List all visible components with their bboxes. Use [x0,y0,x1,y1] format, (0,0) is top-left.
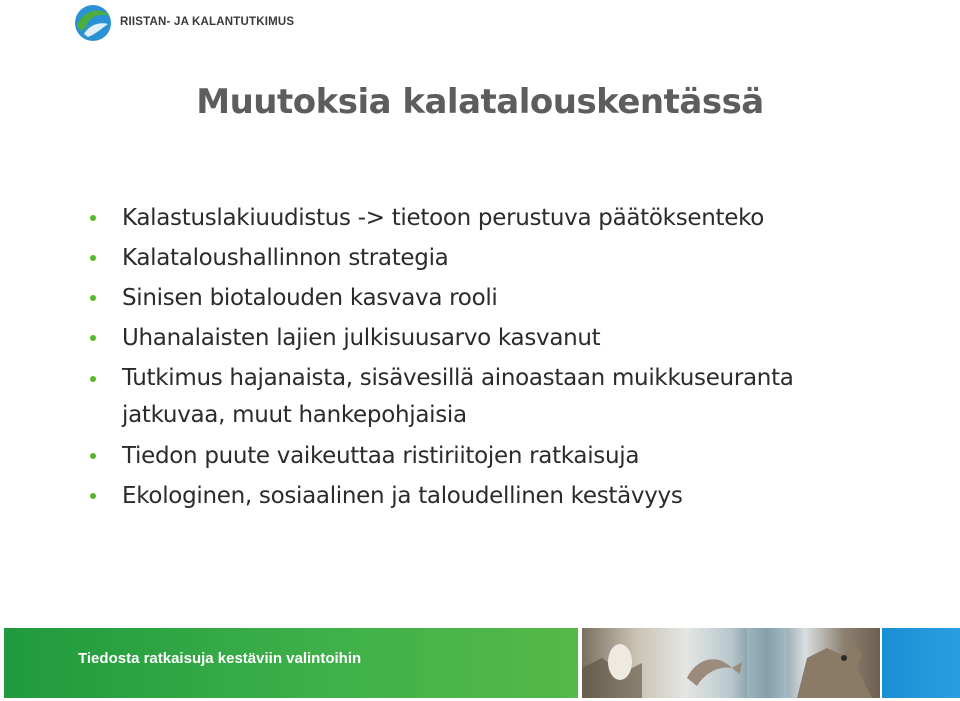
bullet-list [88,198,888,516]
footer-tagline: Tiedosta ratkaisuja kestäviin valintoihin [78,650,362,667]
list-item [88,476,888,516]
logo-org-name: RIISTAN- JA KALANTUTKIMUS [120,16,295,29]
list-item [88,278,888,318]
slide-title: Muutoksia kalatalouskentässä [196,82,764,122]
list-item-text: Uhanalaisten lajien julkisuusarvo kasvanut [122,325,601,351]
bullet-icon [90,453,96,459]
footer-green-band [4,628,578,698]
list-item-text: Ekologinen, sosiaalinen ja taloudellinen kestävyys [122,483,683,509]
list-item-text: Tiedon puute vaikeuttaa ristiriitojen ratkaisuja [122,443,640,469]
list-item-text: Sinisen biotalouden kasvava rooli [122,285,498,311]
bullet-icon [90,493,96,499]
footer-nature-photo [582,628,880,698]
list-item [88,318,888,358]
bullet-icon [90,295,96,301]
list-item [88,436,888,476]
footer-blue-band [882,628,960,698]
logo-emblem-icon [74,4,112,42]
bullet-icon [90,255,96,261]
bullet-icon [90,335,96,341]
bullet-icon [90,376,96,382]
list-item [88,238,888,278]
bullet-icon [90,215,96,221]
list-item-text: Kalastuslakiuudistus -> tietoon perustuva päätöksenteko [122,205,765,231]
list-item-text: Tutkimus hajanaista, sisävesillä ainoastaan muikkuseuranta jatkuvaa, muut hankepohjaisia [122,365,794,428]
list-item [88,360,888,434]
list-item-text: Kalataloushallinnon strategia [122,245,449,271]
nature-collage-icon [582,628,880,698]
footer-banner [0,628,960,701]
list-item [88,198,888,238]
organization-logo [74,4,294,42]
